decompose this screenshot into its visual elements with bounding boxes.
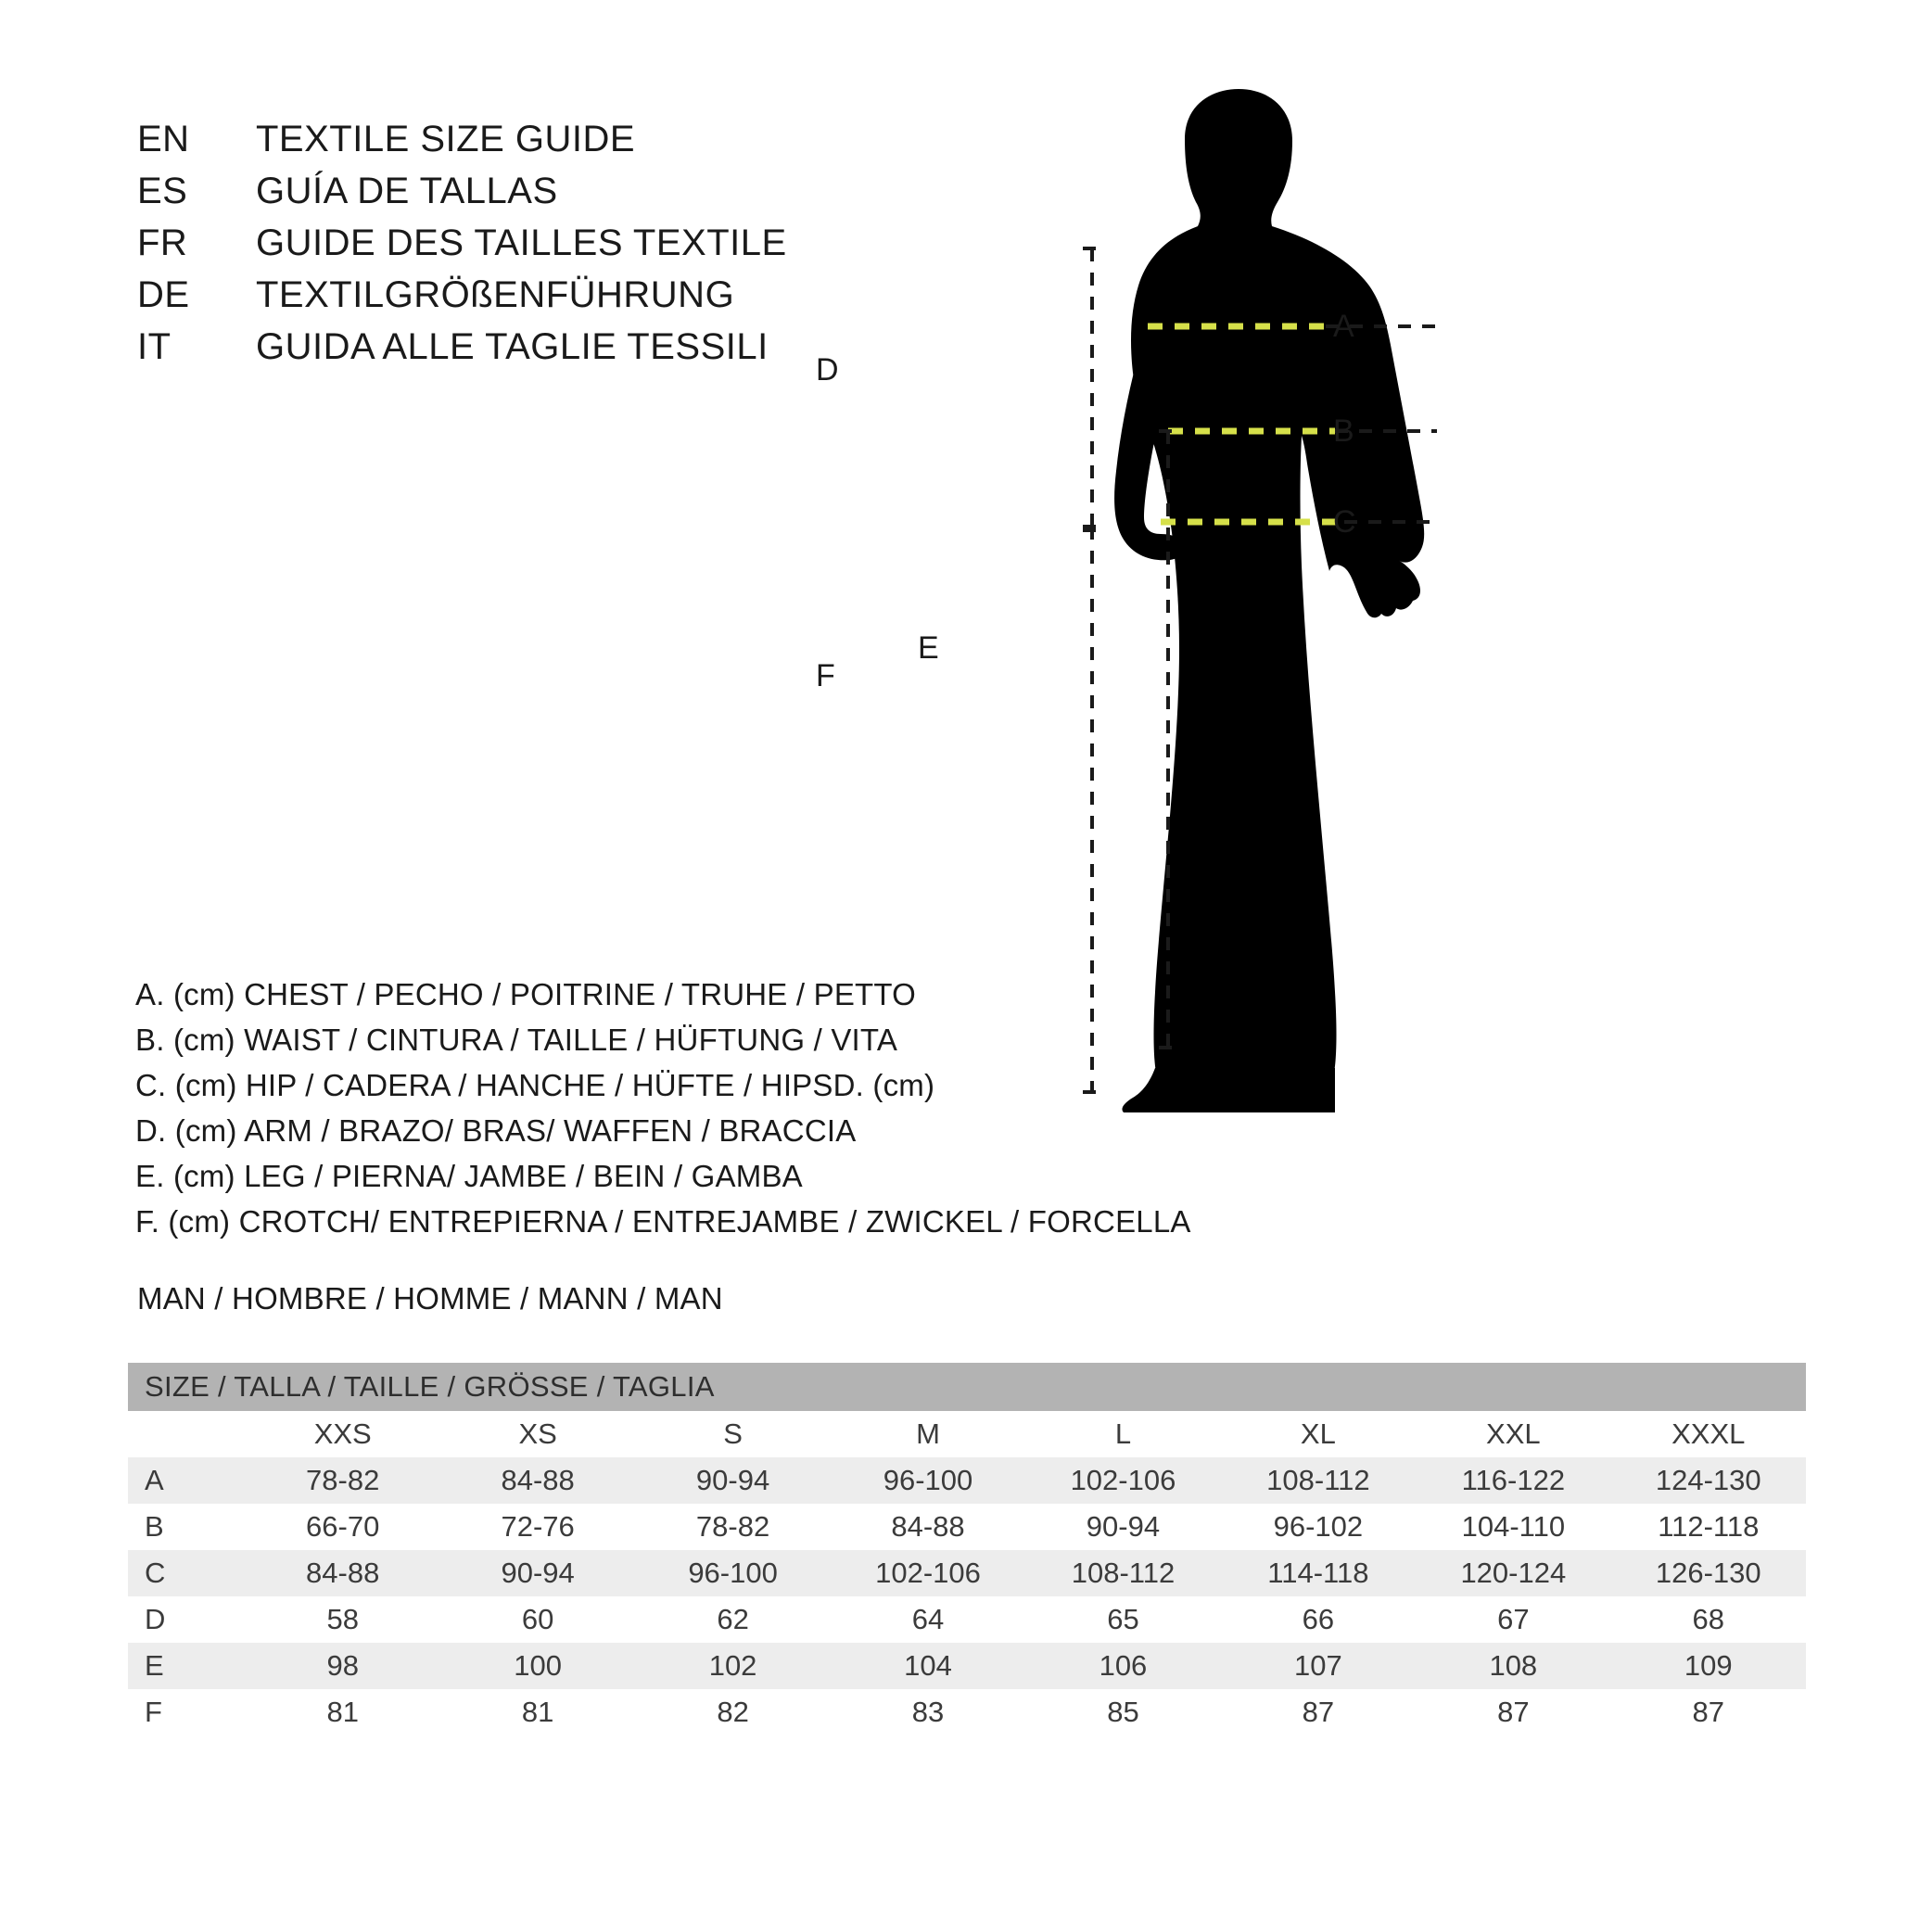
title-text-de: TEXTILGRÖßENFÜHRUNG [256,274,735,315]
table-band-label: SIZE / TALLA / TAILLE / GRÖSSE / TAGLIA [128,1363,1806,1411]
size-header-xxl: XXL [1416,1411,1610,1457]
cell-a-m: 96-100 [831,1457,1025,1504]
title-lang-fr: FR [137,222,188,263]
table-row [128,1550,1806,1596]
cell-e-xxs: 98 [245,1643,439,1689]
figure-diagram [816,83,1910,1307]
cell-b-xxs: 66-70 [306,1510,380,1543]
title-lang-it: IT [137,326,172,367]
title-row [137,171,787,222]
cell-c-s: 96-100 [635,1550,830,1596]
callout-label-c: C [1333,504,1356,540]
cell-b-xs: 72-76 [501,1510,575,1543]
cell-d-xs: 60 [521,1603,554,1635]
cell-a-xs: 84-88 [440,1457,635,1504]
dimension-label-f: F [816,658,835,693]
size-table [128,1363,1806,1735]
measurement-legend [135,972,1191,1244]
title-row [137,222,787,274]
cell-d-xl: 66 [1302,1603,1335,1635]
legend-item-b: B. (cm) WAIST / CINTURA / TAILLE / HÜFTUNG / VITA [135,1023,898,1057]
cell-e-xl: 107 [1221,1643,1416,1689]
cell-e-xxxl: 109 [1611,1643,1806,1689]
cell-a-xxl: 116-122 [1416,1457,1610,1504]
title-row [137,326,787,378]
cell-e-s: 102 [635,1643,830,1689]
cell-b-m: 84-88 [891,1510,965,1543]
cell-e-l: 106 [1025,1643,1220,1689]
table-row [128,1457,1806,1504]
size-header-xs: XS [440,1411,635,1457]
cell-c-l: 108-112 [1025,1550,1220,1596]
sizes-row-corner [128,1411,245,1457]
legend-item-e: E. (cm) LEG / PIERNA/ JAMBE / BEIN / GAMBA [135,1159,803,1193]
cell-e-xxl: 108 [1416,1643,1610,1689]
cell-a-l: 102-106 [1025,1457,1220,1504]
size-header-xxxl: XXXL [1611,1411,1806,1457]
size-header-xl: XL [1221,1411,1416,1457]
cell-c-m: 102-106 [831,1550,1025,1596]
cell-f-xs: 81 [521,1696,554,1728]
dimension-d-bracket [1083,248,1101,530]
cell-c-xl: 114-118 [1221,1550,1416,1596]
cell-a-xl: 108-112 [1221,1457,1416,1504]
legend-item-a: A. (cm) CHEST / PECHO / POITRINE / TRUHE / PETTO [135,977,917,1011]
cell-c-xxxl: 126-130 [1611,1550,1806,1596]
table-row [128,1643,1806,1689]
legend-item-d: D. (cm) ARM / BRAZO/ BRAS/ WAFFEN / BRACCIA [135,1113,857,1148]
cell-e-xs: 100 [440,1643,635,1689]
title-block [137,119,787,378]
cell-d-xxl: 67 [1497,1603,1530,1635]
cell-b-l: 90-94 [1086,1510,1161,1543]
row-label-d: D [145,1603,166,1635]
title-text-it: GUIDA ALLE TAGLIE TESSILI [256,326,769,367]
cell-a-s: 90-94 [635,1457,830,1504]
cell-a-xxs: 78-82 [245,1457,439,1504]
title-text-es: GUÍA DE TALLAS [256,171,558,211]
callout-label-b: B [1333,413,1354,449]
cell-d-s: 62 [717,1603,749,1635]
row-label-c: C [128,1550,245,1596]
cell-b-xl: 96-102 [1273,1510,1364,1543]
cell-d-xxxl: 68 [1692,1603,1725,1635]
title-lang-en: EN [137,119,190,159]
dimension-f-bracket [1083,527,1101,1092]
cell-f-xxxl: 87 [1692,1696,1725,1728]
male-silhouette-diagram [1038,83,1910,1307]
cell-f-s: 82 [717,1696,749,1728]
male-silhouette-icon [1114,89,1424,1112]
row-label-e: E [128,1643,245,1689]
gender-label: MAN / HOMBRE / HOMME / MANN / MAN [137,1281,723,1316]
dimension-label-e: E [918,630,939,666]
size-header-xxs: XXS [245,1411,439,1457]
legend-item-f: F. (cm) CROTCH/ ENTREPIERNA / ENTREJAMBE / ZWICKEL / FORCELLA [135,1204,1191,1239]
cell-c-xxl: 120-124 [1416,1550,1610,1596]
cell-f-xxs: 81 [326,1696,359,1728]
title-row [137,119,787,171]
cell-f-xl: 87 [1302,1696,1335,1728]
title-text-en: TEXTILE SIZE GUIDE [256,119,636,159]
table-sizes-row [128,1411,1806,1457]
cell-b-xxxl: 112-118 [1658,1510,1760,1543]
cell-a-xxxl: 124-130 [1611,1457,1806,1504]
cell-e-m: 104 [831,1643,1025,1689]
table-row [128,1689,1806,1735]
size-header-m: M [831,1411,1025,1457]
cell-b-xxl: 104-110 [1461,1510,1566,1543]
dimension-label-d: D [816,352,839,388]
size-header-s: S [635,1411,830,1457]
cell-f-m: 83 [911,1696,945,1728]
row-label-f: F [145,1696,162,1728]
cell-c-xxs: 84-88 [245,1550,439,1596]
table-row [128,1596,1806,1643]
table-row [128,1504,1806,1550]
title-text-fr: GUIDE DES TAILLES TEXTILE [256,222,787,263]
cell-c-xs: 90-94 [440,1550,635,1596]
row-label-a: A [128,1457,245,1504]
cell-d-l: 65 [1107,1603,1139,1635]
title-row [137,274,787,326]
cell-b-s: 78-82 [695,1510,770,1543]
cell-d-xxs: 58 [326,1603,359,1635]
callout-label-a: A [1333,309,1354,344]
title-lang-es: ES [137,171,188,211]
table-header-band [128,1363,1806,1411]
row-label-b: B [145,1510,164,1543]
cell-f-xxl: 87 [1497,1696,1530,1728]
legend-item-c: C. (cm) HIP / CADERA / HANCHE / HÜFTE / HIPSD. (cm) [135,1068,935,1102]
cell-f-l: 85 [1107,1696,1139,1728]
title-lang-de: DE [137,274,190,315]
cell-d-m: 64 [911,1603,945,1635]
size-header-l: L [1025,1411,1220,1457]
